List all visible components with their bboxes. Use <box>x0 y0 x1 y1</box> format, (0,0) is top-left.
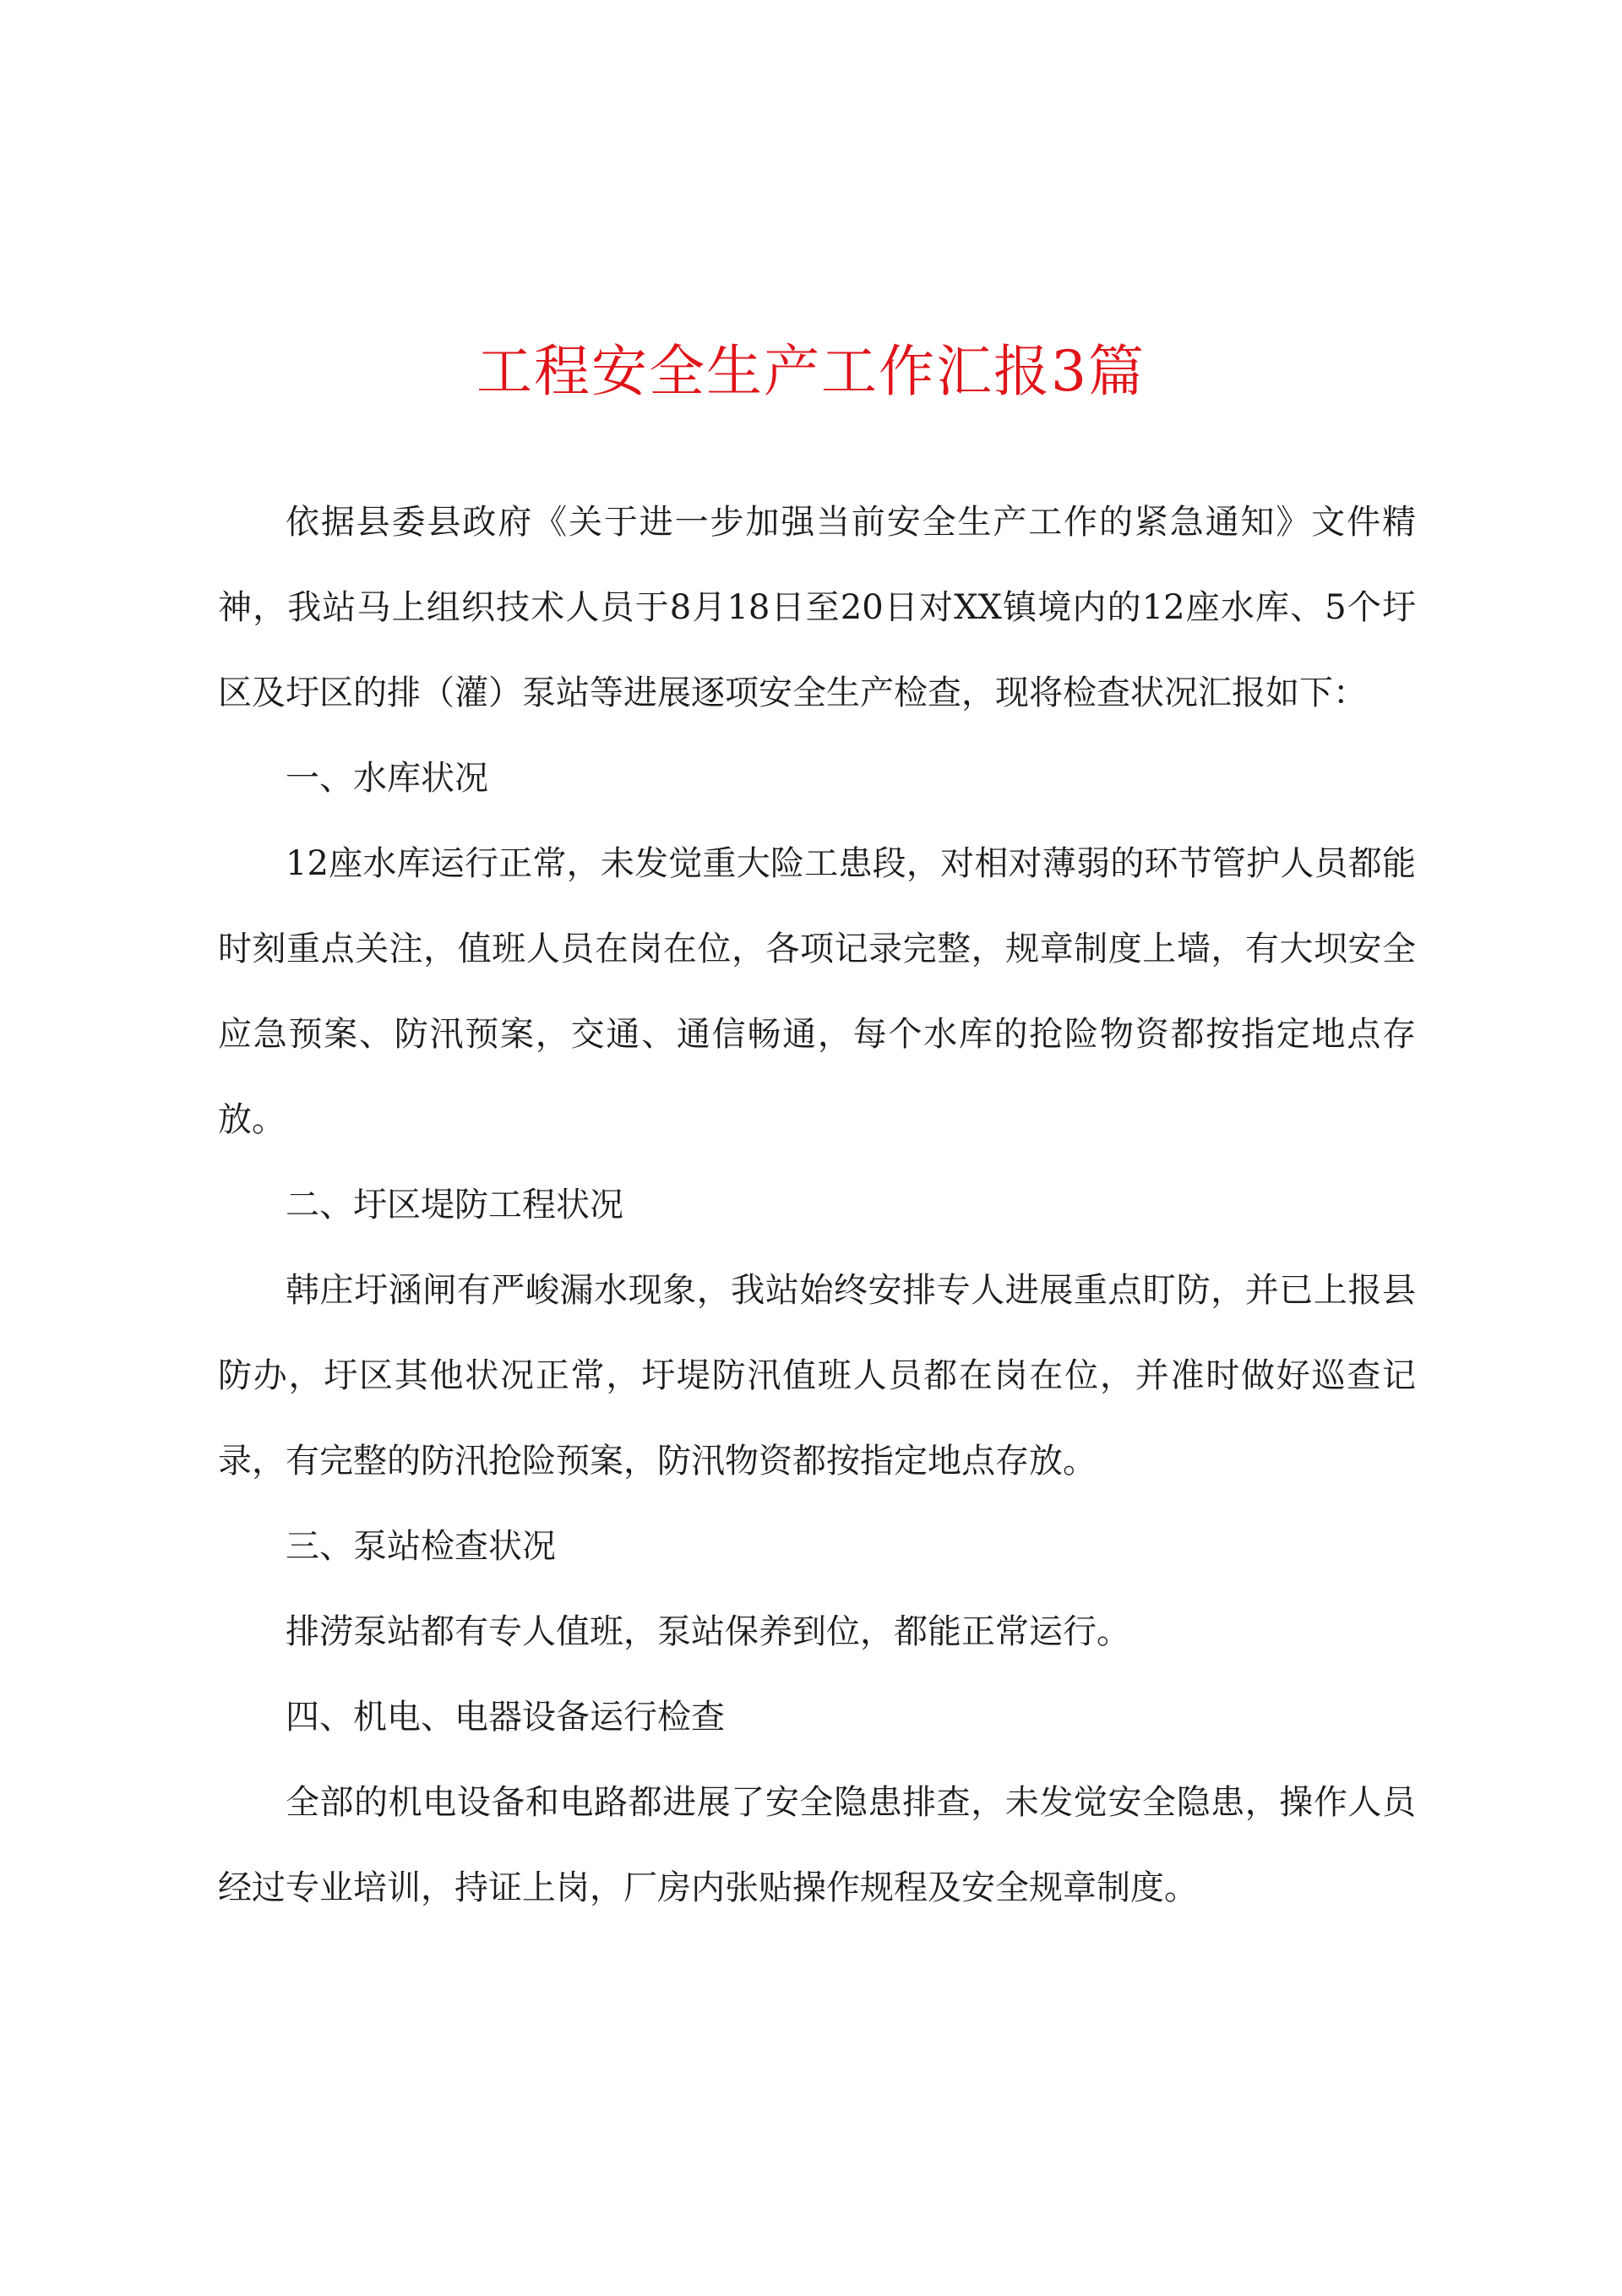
document-body <box>218 480 1416 1931</box>
section-body-embankment: 韩庄圩涵闸有严峻漏水现象，我站始终安排专人进展重点盯防，并已上报县防办，圩区其他状况正常，圩堤防汛值班人员都在岗在位，并准时做好巡查记录，有完整的防汛抢险预案，防汛物资都按指定地点存放。 <box>218 1271 1416 1481</box>
section-body-pump-station: 排涝泵站都有专人值班，泵站保养到位，都能正常运行。 <box>286 1612 1130 1651</box>
document-title: 工程安全生产工作汇报3篇 <box>476 339 1146 404</box>
section-heading-equipment: 四、机电、电器设备运行检查 <box>286 1698 725 1737</box>
section-heading-reservoir: 一、水库状况 <box>286 759 488 798</box>
section-body-reservoir: 12座水库运行正常，未发觉重大险工患段，对相对薄弱的环节管护人员都能时刻重点关注，值班人员在岗在位，各项记录完整，规章制度上墙，有大坝安全应急预案、防汛预案，交通、通信畅通，每个水库的抢险物资都按指定地点存放。 <box>218 844 1416 1139</box>
section-heading-embankment: 二、圩区堤防工程状况 <box>286 1186 623 1224</box>
intro-paragraph: 依据县委县政府《关于进一步加强当前安全生产工作的紧急通知》文件精神，我站马上组织技术人员于8月18日至20日对XX镇境内的12座水库、5个圩区及圩区的排（灌）泵站等进展逐项安全生产检查，现将检查状况汇报如下： <box>218 503 1416 712</box>
section-body-equipment: 全部的机电设备和电路都进展了安全隐患排查，未发觉安全隐患，操作人员经过专业培训，持证上岗，厂房内张贴操作规程及安全规章制度。 <box>218 1783 1416 1907</box>
section-heading-pump-station: 三、泵站检查状况 <box>286 1527 556 1566</box>
